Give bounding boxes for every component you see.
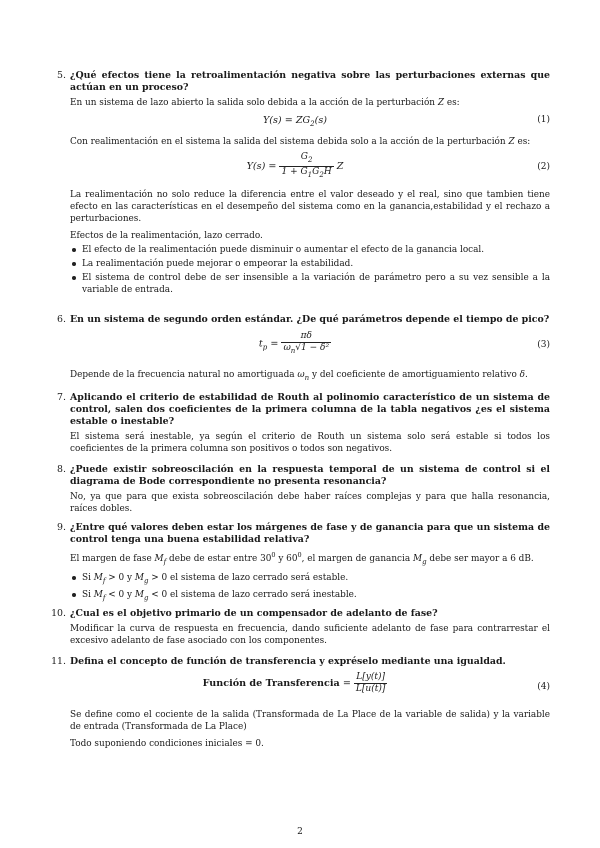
equation-number: (1) <box>537 115 550 125</box>
equation-2: Y(s) = $\frac{G_2}{1 + G_1G_2H}$ Z (2) <box>246 152 550 179</box>
question-9 <box>50 522 550 605</box>
question-5 <box>50 70 550 298</box>
answer-paragraph: Modificar la curva de respuesta en frecuencia, dando suficiente adelanto de fase para contrarrestar el excesivo adelanto de fase asociado con los componentes. <box>70 624 550 646</box>
bullet-icon <box>72 576 76 580</box>
answer-paragraph: Efectos de la realimentación, lazo cerrado. <box>70 231 263 241</box>
bullet-icon <box>72 593 76 597</box>
bullet-list <box>70 572 550 604</box>
bullet-list <box>70 244 550 296</box>
answer-paragraph: Se define como el cociente de la salida (Transformada de La Place de la variable de salida) y la variable de entrada (Transformada de La Place) <box>70 710 550 732</box>
answer-paragraph: El sistema será inestable, ya según el criterio de Routh un sistema solo será estable si todos los coeficientes de la primera columna son positivos o todos son negativos. <box>70 432 550 454</box>
list-item: Si $M_f > 0$ y $M_g > 0$ el sistema de lazo cerrado será estable. <box>70 572 550 587</box>
equation-4: Función de Transferencia = $\frac{L[y(t)]}{L[u(t)]}$ (4) <box>202 672 550 694</box>
equation-number: (3) <box>537 340 550 350</box>
answer-paragraph: El margen de fase $M_f$ debe de estar entre $30^0$ y $60^0$, el margen de ganancia $M_g$ debe ser mayor a 6 dB. <box>70 551 534 566</box>
question-text: ¿Cual es el objetivo primario de un compensador de adelanto de fase? <box>70 608 438 619</box>
answer-paragraph: Todo suponiendo condiciones iniciales = 0. <box>70 739 264 749</box>
question-number: 9. <box>57 522 66 533</box>
list-item: El sistema de control debe de ser insensible a la variación de parámetro pero a su vez sensible a la variable de entrada. <box>70 272 550 296</box>
list-item: Si $M_f < 0$ y $M_g < 0$ el sistema de lazo cerrado será inestable. <box>70 589 550 604</box>
fraction: $\frac{\pi\delta}{\omega_n√1 - \delta^2}$ <box>283 331 330 355</box>
question-number: 10. <box>51 608 66 619</box>
bullet-icon <box>72 248 76 252</box>
question-number: 11. <box>51 656 66 667</box>
question-10 <box>50 608 550 647</box>
question-number: 8. <box>57 464 66 475</box>
answer-paragraph: Con realimentación en el sistema la salida del sistema debida solo a la acción de la perturbación Z es: <box>70 137 531 147</box>
question-text: Aplicando el criterio de estabilidad de Routh al polinomio característico de un sistema de control, salen dos coeficientes de la primera columna de la tabla negativos ¿es el sistema estable o inestable? <box>70 392 550 427</box>
fraction: $\frac{G_2}{1 + G_1G_2H}$ <box>281 152 332 179</box>
equation-1: $Y(s) = ZG_2(s)$ (1) <box>262 115 550 128</box>
page-number: 2 <box>297 827 303 837</box>
answer-paragraph: Depende de la frecuencia natural no amortiguada $\omega_n$ y del coeficiente de amortiguamiento relativo δ. <box>70 370 528 382</box>
question-number: 6. <box>57 314 66 325</box>
fraction: $\frac{L[y(t)]}{L[u(t)]}$ <box>355 672 386 694</box>
list-item: El efecto de la realimentación puede disminuir o aumentar el efecto de la ganancia local. <box>70 244 550 256</box>
question-text: ¿Puede existir sobreoscilación en la respuesta temporal de un sistema de control si el diagrama de Bode correspondiente no presenta resonancia? <box>70 464 550 487</box>
question-number: 7. <box>57 392 66 403</box>
question-6 <box>50 314 550 384</box>
question-number: 5. <box>57 70 66 81</box>
answer-paragraph: En un sistema de lazo abierto la salida solo debida a la acción de la perturbación Z es: <box>70 98 460 108</box>
question-7 <box>50 392 550 455</box>
question-11 <box>50 656 550 750</box>
answer-paragraph: No, ya que para que exista sobreoscilación debe haber raíces complejas y para que halla resonancia, raíces dobles. <box>70 492 550 514</box>
equation-3: $t_p$ = $\frac{\pi\delta}{\omega_n√1 - \delta^2}$ (3) <box>258 331 550 355</box>
question-text: ¿Qué efectos tiene la retroalimentación negativa sobre las perturbaciones externas que actúan en un proceso? <box>70 70 550 93</box>
bullet-icon <box>72 276 76 280</box>
question-8 <box>50 464 550 515</box>
question-text: ¿Entre qué valores deben estar los márgenes de fase y de ganancia para que un sistema de control tenga una buena estabilidad relativa? <box>70 522 550 545</box>
list-item: La realimentación puede mejorar o empeorar la estabilidad. <box>70 258 550 270</box>
equation-number: (2) <box>537 162 550 172</box>
answer-paragraph: La realimentación no solo reduce la diferencia entre el valor deseado y el real, sino que tambien tiene efecto en las características en el desempeño del sistema como en la ganancia,estabilidad y el rechazo a perturbaciones. <box>70 190 550 224</box>
question-text: En un sistema de segundo orden estándar. ¿De qué parámetros depende el tiempo de pico? <box>70 314 550 325</box>
equation-number: (4) <box>537 682 550 692</box>
bullet-icon <box>72 262 76 266</box>
question-text: Defina el concepto de función de transferencia y expréselo mediante una igualdad. <box>70 656 506 667</box>
